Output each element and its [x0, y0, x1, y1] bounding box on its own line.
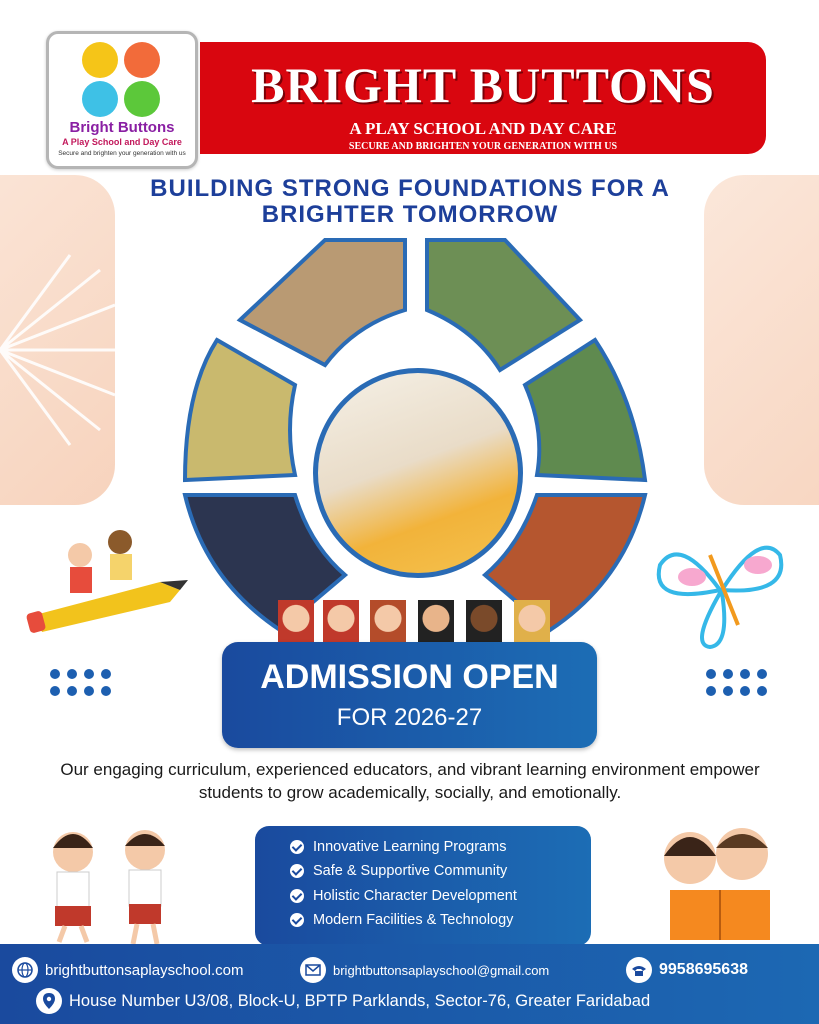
email-text: brightbuttonsaplayschool@gmail.com — [333, 962, 550, 978]
logo-subtitle: A Play School and Day Care — [62, 137, 182, 147]
kid-face — [418, 600, 454, 646]
school-logo — [46, 31, 198, 169]
photo-segment-mid-left — [185, 340, 295, 480]
check-icon — [290, 864, 304, 878]
page-headline: BUILDING STRONG FOUNDATIONS FOR A BRIGHTER TOMORROW — [150, 175, 670, 228]
website-text: brightbuttonsaplayschool.com — [45, 961, 244, 979]
feature-item — [290, 912, 513, 928]
kid-face — [278, 600, 314, 646]
dot-grid-decoration-right — [706, 669, 770, 699]
kids-on-pencil-illustration — [20, 520, 190, 640]
smiley-button-orange-icon — [124, 42, 160, 78]
peeking-kids-illustration — [278, 600, 553, 648]
smiley-button-blue-icon — [82, 81, 118, 117]
feature-item — [290, 839, 506, 855]
feature-label: Holistic Character Development — [313, 888, 517, 904]
kid-face — [514, 600, 550, 646]
email-link[interactable] — [300, 957, 549, 983]
kid-face — [323, 600, 359, 646]
logo-name: Bright Buttons — [69, 119, 175, 136]
kid-face — [466, 600, 502, 646]
header-banner — [200, 42, 766, 154]
butterfly-doodle — [650, 525, 790, 655]
location-pin-icon — [36, 988, 62, 1014]
photo-segment-top-right — [427, 240, 580, 370]
check-icon — [290, 840, 304, 854]
center-photo-circle — [313, 368, 523, 578]
check-icon — [290, 889, 304, 903]
feature-label: Innovative Learning Programs — [313, 839, 507, 855]
feature-item — [290, 863, 507, 879]
feature-label: Modern Facilities & Technology — [313, 912, 514, 928]
phone-icon — [626, 957, 652, 983]
dot-grid-decoration-left — [50, 669, 114, 699]
address — [36, 988, 650, 1014]
feature-label: Safe & Supportive Community — [313, 863, 508, 879]
photo-segment-top-left — [240, 240, 405, 365]
contact-footer — [0, 944, 819, 1024]
school-description: Our engaging curriculum, experienced educators, and vibrant learning environment empower students to grow academically, socially, and emotionally. — [60, 760, 760, 802]
reading-kids-illustration — [650, 818, 780, 948]
sunburst-decoration — [0, 250, 120, 450]
brand-subtitle: A PLAY SCHOOL AND DAY CARE — [349, 119, 617, 138]
website-link[interactable] — [12, 957, 243, 983]
smiley-button-yellow-icon — [82, 42, 118, 78]
check-icon — [290, 913, 304, 927]
phone-link[interactable] — [626, 957, 748, 983]
photo-collage — [175, 230, 655, 640]
brand-tagline: SECURE AND BRIGHTEN YOUR GENERATION WITH US — [348, 141, 618, 152]
school-kids-illustration — [35, 820, 185, 950]
photo-segment-mid-right — [525, 340, 645, 480]
address-text: House Number U3/08, Block-U, BPTP Parklands, Sector-76, Greater Faridabad — [69, 991, 651, 1010]
smiley-button-green-icon — [124, 81, 160, 117]
features-list — [255, 826, 591, 946]
phone-text: 9958695638 — [659, 961, 748, 978]
globe-icon — [12, 957, 38, 983]
kid-face — [370, 600, 406, 646]
admission-year: FOR 2026-27 — [336, 704, 483, 731]
admission-open-banner — [222, 642, 597, 748]
decorative-peach-shape-right — [704, 175, 819, 505]
brand-title: BRIGHT BUTTONS — [251, 57, 715, 113]
logo-tagline: Secure and brighten your generation with us — [58, 150, 186, 157]
admission-title: ADMISSION OPEN — [260, 658, 559, 696]
mail-icon — [300, 957, 326, 983]
feature-item — [290, 888, 517, 904]
